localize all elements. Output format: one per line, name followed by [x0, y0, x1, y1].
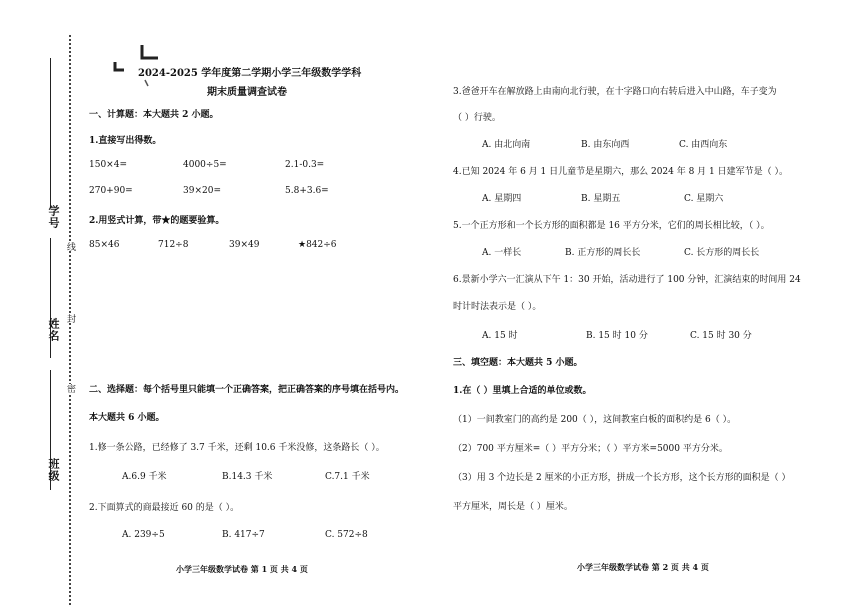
choice-q1: 1.修一条公路，已经修了 3.7 千米，还剩 10.6 千米没修，这条路长（ ）。	[89, 443, 385, 453]
choice-q3-cont: （ ）行驶。	[453, 113, 501, 123]
choice-option: C.7.1 千米	[325, 472, 370, 482]
choice-option: B.14.3 千米	[222, 472, 273, 482]
vertical-calc-item: 85×46	[89, 240, 120, 250]
name-label: 姓名	[47, 318, 60, 342]
choice-option: B. 正方形的周长长	[565, 248, 641, 258]
choice-q6-cont: 时计时法表示是（ ）。	[453, 302, 542, 312]
choice-option: C. 星期六	[684, 194, 724, 204]
vertical-calc-item: 39×49	[229, 240, 260, 250]
number-underline	[50, 58, 51, 208]
oral-calc-item: 4000÷5=	[183, 160, 227, 170]
choice-option: B. 417÷7	[222, 530, 265, 540]
choice-option: B. 星期五	[581, 194, 621, 204]
choice-option: B. 15 时 10 分	[586, 331, 648, 341]
fill-q1-part2: （2）700 平方厘米=（ ）平方分米；（ ）平方米=5000 平方分米。	[453, 444, 728, 454]
choice-option: A. 星期四	[482, 194, 522, 204]
page2-footer: 小学三年级数学试卷 第 2 页 共 4 页	[577, 562, 709, 572]
fill-q1-part3-cont: 平方厘米，周长是（ ）厘米。	[453, 502, 573, 512]
fill-q1-part1: （1）一间教室门的高约是 200（ ），这间教室白板的面积约是 6（ ）。	[453, 415, 737, 425]
fill-q1-heading: 1.在（ ）里填上合适的单位或数。	[453, 386, 592, 396]
q2-heading: 2.用竖式计算，带★的题要验算。	[89, 216, 225, 226]
choice-option: C. 由西向东	[679, 140, 728, 150]
choice-option: A. 15 时	[482, 331, 518, 341]
choice-option: A. 239÷5	[122, 530, 165, 540]
oral-calc-item: 5.8+3.6=	[285, 186, 329, 196]
seal-char-secret: 密	[65, 384, 75, 393]
section1-heading: 一、计算题：本大题共 2 小题。	[89, 110, 219, 120]
section3-heading: 三、填空题：本大题共 5 小题。	[453, 358, 583, 368]
oral-calc-item: 2.1-0.3=	[285, 160, 325, 170]
choice-q3: 3.爸爸开车在解放路上由南向北行驶，在十字路口向右转后进入中山路，车子变为	[453, 87, 777, 97]
choice-option: C. 15 时 30 分	[690, 331, 752, 341]
choice-q5: 5.一个正方形和一个长方形的面积都是 16 平方分米，它们的周长相比较，（ ）。	[453, 221, 770, 231]
seal-char-seal: 封	[65, 314, 75, 323]
q1-heading: 1.直接写出得数。	[89, 136, 162, 146]
oral-calc-item: 150×4=	[89, 160, 127, 170]
section2-heading: 二、选择题：每个括号里只能填一个正确答案，把正确答案的序号填在括号内。	[89, 385, 405, 395]
choice-option: B. 由东向西	[581, 140, 630, 150]
choice-option: C. 572÷8	[325, 530, 368, 540]
choice-q4: 4.已知 2024 年 6 月 1 日儿童节是星期六，那么 2024 年 8 月 1 日建军节是（ ）。	[453, 167, 788, 177]
oral-calc-item: 270+90=	[89, 186, 133, 196]
exam-subtitle: 期末质量调查试卷	[207, 87, 287, 98]
vertical-calc-item: 712÷8	[158, 240, 189, 250]
choice-option: A.6.9 千米	[122, 472, 167, 482]
choice-option: A. 一样长	[482, 248, 522, 258]
page1-footer: 小学三年级数学试卷 第 1 页 共 4 页	[176, 564, 308, 574]
section2-count: 本大题共 6 小题。	[89, 413, 165, 423]
class-label: 班级	[47, 458, 60, 482]
choice-option: A. 由北向南	[482, 140, 531, 150]
choice-option: C. 长方形的周长长	[684, 248, 760, 258]
exam-title: 2024-2025 学年度第二学期小学三年级数学学科	[138, 68, 362, 79]
vertical-calc-item: ★842÷6	[298, 240, 337, 250]
choice-q6: 6.景新小学六一汇演从下午 1：30 开始，活动进行了 100 分钟，汇演结束的时间用 24	[453, 275, 801, 285]
choice-q2: 2.下面算式的商最接近 60 的是（ ）。	[89, 503, 240, 513]
seal-char-line: 线	[65, 242, 75, 251]
number-label: 学号	[47, 205, 60, 229]
oral-calc-item: 39×20=	[183, 186, 221, 196]
fill-q1-part3: （3）用 3 个边长是 2 厘米的小正方形，拼成一个长方形，这个长方形的面积是（ ）	[453, 473, 791, 483]
